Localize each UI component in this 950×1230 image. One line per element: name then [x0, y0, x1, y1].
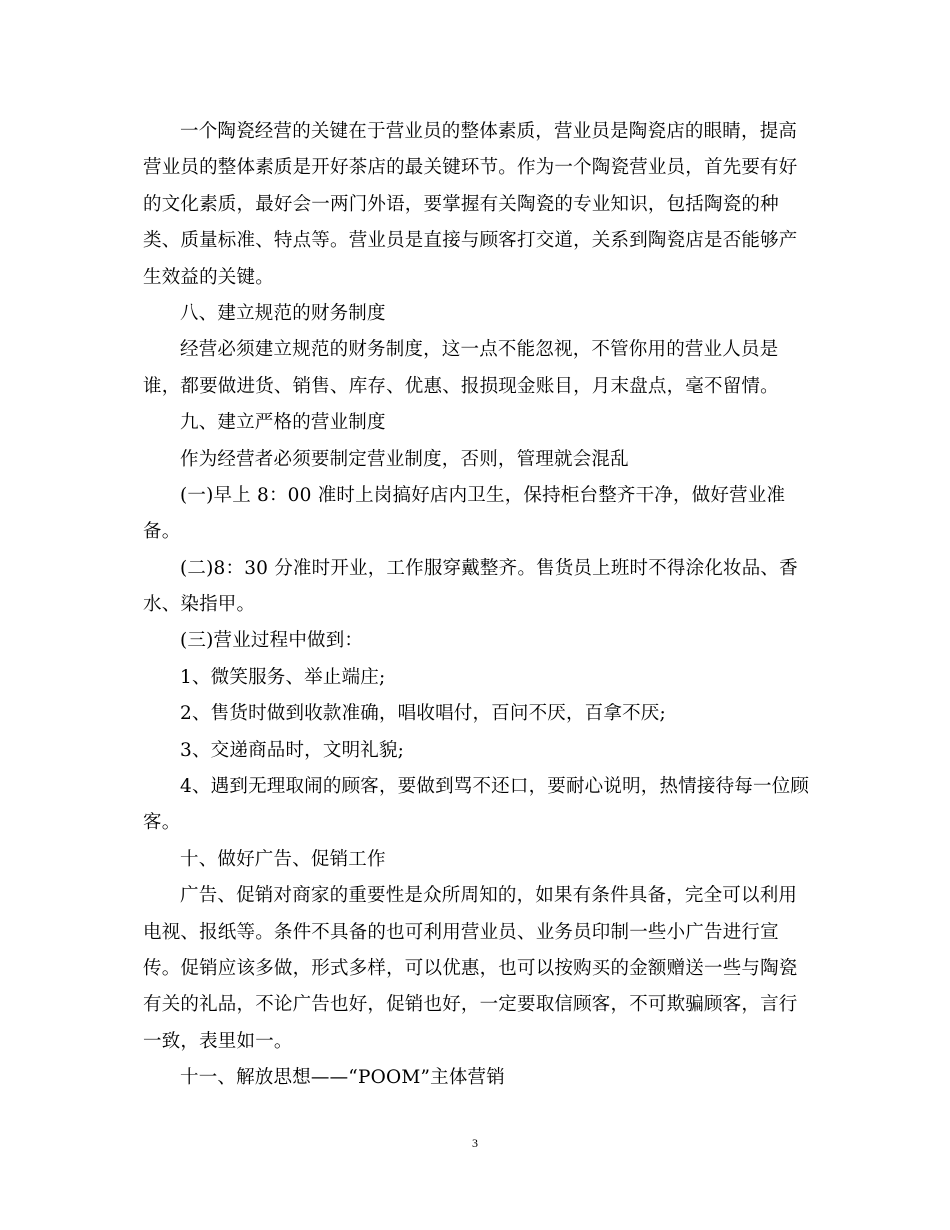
section-heading: 十一、解放思想——“POOM”主体营销 — [180, 1067, 505, 1089]
paragraph-line: 营业员的整体素质是开好茶店的最关键环节。作为一个陶瓷营业员，首先要有好 — [143, 157, 798, 179]
list-item: 2、售货时做到收款准确，唱收唱付，百问不厌，百拿不厌; — [180, 703, 666, 725]
paragraph-line: 一个陶瓷经营的关键在于营业员的整体素质，营业员是陶瓷店的眼睛，提高 — [180, 121, 798, 142]
list-item: 4、遇到无理取闹的顾客，要做到骂不还口，要耐心说明，热情接待每一位顾 — [180, 776, 810, 798]
section-heading: 八、建立规范的财务制度 — [180, 302, 386, 324]
paragraph-line: 类、质量标准、特点等。营业员是直接与顾客打交道，关系到陶瓷店是否能够产 — [143, 230, 798, 252]
paragraph-line: 电视、报纸等。条件不具备的也可利用营业员、业务员印制一些小广告进行宣 — [143, 921, 779, 943]
section-heading: 九、建立严格的营业制度 — [180, 412, 386, 434]
paragraph-line: 生效益的关键。 — [143, 266, 274, 288]
paragraph-line: 谁，都要做进货、销售、库存、优惠、报损现金账目，月末盘点，毫不留情。 — [143, 375, 779, 397]
paragraph-line: 传。促销应该多做，形式多样，可以优惠，也可以按购买的金额赠送一些与陶瓷 — [143, 957, 798, 979]
list-item: 3、交递商品时，文明礼貌; — [180, 739, 405, 761]
paragraph-line: 的文化素质，最好会一两门外语，要掌握有关陶瓷的专业知识，包括陶瓷的种 — [143, 193, 779, 215]
paragraph-line: 作为经营者必须要制定营业制度，否则，管理就会混乱 — [180, 448, 629, 470]
list-item-continuation: 备。 — [143, 521, 181, 543]
list-item-continuation: 水、染指甲。 — [143, 594, 256, 616]
list-item: (二)8：30 分准时开业，工作服穿戴整齐。售货员上班时不得涂化妆品、香 — [180, 557, 798, 579]
document-body — [143, 114, 808, 1097]
list-item-continuation: 客。 — [143, 812, 181, 834]
section-heading: 十、做好广告、促销工作 — [180, 848, 386, 870]
paragraph-line: 有关的礼品，不论广告也好，促销也好，一定要取信顾客，不可欺骗顾客，言行 — [143, 994, 798, 1016]
paragraph-line: 广告、促销对商家的重要性是众所周知的，如果有条件具备，完全可以利用 — [180, 885, 798, 907]
list-item: (三)营业过程中做到： — [180, 630, 364, 652]
paragraph-line: 一致，表里如一。 — [143, 1030, 293, 1052]
list-item: (一)早上 8：00 准时上岗搞好店内卫生，保持柜台整齐干净，做好营业准 — [180, 484, 786, 506]
paragraph-line: 经营必须建立规范的财务制度，这一点不能忽视，不管你用的营业人员是 — [180, 339, 779, 361]
page-number: 3 — [472, 1136, 478, 1150]
list-item: 1、微笑服务、举止端庄; — [180, 666, 386, 688]
